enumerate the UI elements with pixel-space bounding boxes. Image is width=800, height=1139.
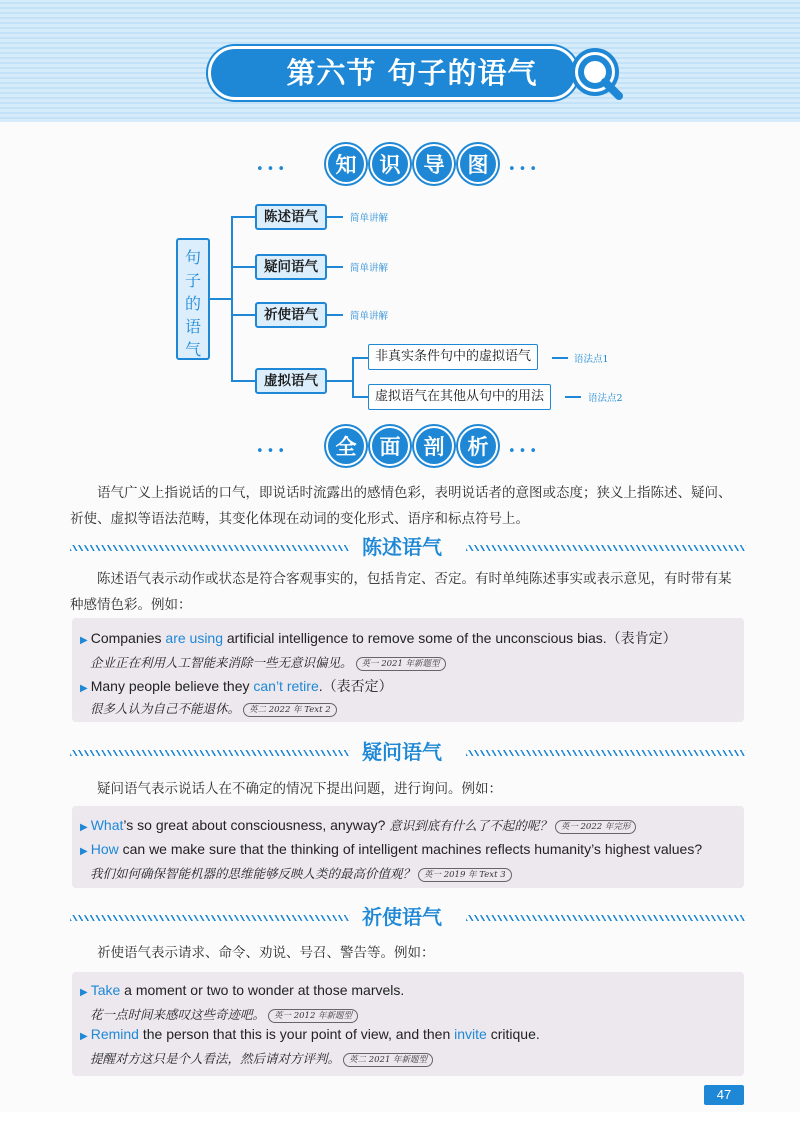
triangle-bullet-icon: ▶ xyxy=(80,846,88,857)
section-description: 陈述语气表示动作或状态是符合客观事实的，包括肯定、否定。有时单纯陈述事实或表示意见，有时带有某种感情色彩。例如： xyxy=(70,571,732,613)
banner-char: 导 xyxy=(414,144,454,184)
heading-hatch xyxy=(70,545,350,551)
banner-char: 面 xyxy=(370,426,410,466)
mindmap-subnode: 虚拟语气在其他从句中的用法 xyxy=(368,384,551,410)
example-cn xyxy=(90,699,337,717)
source-badge: 英一 2022 年完形 xyxy=(555,820,637,834)
section-description: 祈使语气表示请求、命令、劝说、号召、警告等。例如： xyxy=(97,945,435,961)
example-cn xyxy=(90,653,446,671)
connector xyxy=(565,396,581,398)
mindmap-note: 语法点1 xyxy=(574,354,609,365)
example-box xyxy=(72,806,744,888)
example-text: Companies xyxy=(90,630,166,646)
section-heading-label: 疑问语气 xyxy=(362,740,442,764)
connector xyxy=(352,396,368,398)
example-highlight: How xyxy=(90,841,119,857)
connector xyxy=(327,266,343,268)
mindmap-node: 祈使语气 xyxy=(255,302,327,328)
mindmap-note: 简单讲解 xyxy=(350,263,389,274)
page-bottom-margin xyxy=(0,1112,800,1139)
example-text: critique. xyxy=(486,1026,540,1042)
mindmap-note: 简单讲解 xyxy=(350,213,389,224)
banner-dots-right: ••• xyxy=(508,444,541,459)
heading-hatch xyxy=(466,915,746,921)
example-text: ’s so great about consciousness, anyway? xyxy=(123,817,386,833)
example-text: . xyxy=(318,678,323,694)
banner-dots-left: ••• xyxy=(256,444,289,459)
example-cn xyxy=(90,864,512,882)
mindmap-node: 陈述语气 xyxy=(255,204,327,230)
heading-hatch xyxy=(70,750,350,756)
page-number: 47 xyxy=(704,1085,744,1105)
example-highlight: can’t retire xyxy=(253,678,319,694)
example-translation: 企业正在利用人工智能来消除一些无意识偏见。 xyxy=(90,655,353,670)
section-heading-label: 祈使语气 xyxy=(362,905,442,929)
banner-dots-right: ••• xyxy=(508,162,541,177)
section-heading-label: 陈述语气 xyxy=(362,535,442,559)
section-description: 疑问语气表示说话人在不确定的情况下提出问题，进行询问。例如： xyxy=(97,781,502,797)
example-cn xyxy=(90,1005,358,1023)
example-translation: 提醒对方这只是个人看法，然后请对方评判。 xyxy=(90,1051,341,1066)
example-en xyxy=(80,1026,540,1042)
heading-hatch xyxy=(466,545,746,551)
connector xyxy=(231,216,233,381)
triangle-bullet-icon: ▶ xyxy=(80,683,88,694)
mindmap-node: 疑问语气 xyxy=(255,254,327,280)
connector xyxy=(231,216,255,218)
triangle-bullet-icon: ▶ xyxy=(80,822,88,833)
example-en xyxy=(80,841,702,857)
example-box xyxy=(72,972,744,1076)
example-text: a moment or two to wonder at those marvels. xyxy=(120,982,405,998)
banner-char: 识 xyxy=(370,144,410,184)
example-text: the person that this is your point of view, and then xyxy=(138,1026,455,1042)
connector xyxy=(352,357,354,398)
connector xyxy=(231,380,255,382)
mindmap-node: 虚拟语气 xyxy=(255,368,327,394)
mindmap-subnode: 非真实条件句中的虚拟语气 xyxy=(368,344,538,370)
connector xyxy=(327,380,353,382)
example-translation: 我们如何确保智能机器的思维能够反映人类的最高价值观？ xyxy=(90,866,416,881)
example-translation: 花一点时间来感叹这些奇迹吧。 xyxy=(90,1007,266,1022)
connector xyxy=(231,266,255,268)
mindmap-root xyxy=(176,238,210,360)
source-badge: 英二 2021 年新题型 xyxy=(343,1053,433,1067)
example-en xyxy=(80,628,677,648)
source-badge: 英一 2021 年新题型 xyxy=(356,657,446,671)
banner-char: 图 xyxy=(458,144,498,184)
example-en xyxy=(80,982,404,998)
example-cn xyxy=(90,1049,433,1067)
root-char: 的 xyxy=(184,294,201,313)
section-title: 第六节 句子的语气 xyxy=(286,56,538,90)
example-box xyxy=(72,618,744,722)
banner-char: 析 xyxy=(458,426,498,466)
heading-hatch xyxy=(466,750,746,756)
triangle-bullet-icon: ▶ xyxy=(80,987,88,998)
mindmap-note: 语法点2 xyxy=(588,393,623,404)
example-highlight: invite xyxy=(454,1026,487,1042)
intro-paragraph: 语气广义上指说话的口气，即说话时流露出的感情色彩，表明说话者的意图或态度；狭义上指陈述、疑问、祈使、虚拟等语法范畴，其变化体现在动词的变化形式、语序和标点符号上。 xyxy=(70,485,732,527)
example-translation: 意识到底有什么了不起的呢？ xyxy=(389,818,552,833)
source-badge: 英一 2012 年新题型 xyxy=(268,1009,358,1023)
section-heading xyxy=(70,737,750,767)
example-translation: 很多人认为自己不能退休。 xyxy=(90,701,241,716)
banner-char: 全 xyxy=(326,426,366,466)
example-text: Many people believe they xyxy=(90,678,254,694)
source-badge: 英一 2019 年 Text 3 xyxy=(418,868,512,882)
root-char: 子 xyxy=(184,271,201,290)
connector xyxy=(327,216,343,218)
section-heading xyxy=(70,902,750,932)
triangle-bullet-icon: ▶ xyxy=(80,1031,88,1042)
example-en xyxy=(80,676,393,696)
source-badge: 英二 2022 年 Text 2 xyxy=(243,703,337,717)
example-en xyxy=(80,816,636,834)
connector xyxy=(231,314,255,316)
banner-full-analysis xyxy=(0,426,800,476)
example-text: artificial intelligence to remove some of the unconscious bias. xyxy=(223,630,607,646)
example-highlight: are using xyxy=(165,630,223,646)
banner-knowledge-map xyxy=(0,144,800,194)
banner-char: 剖 xyxy=(414,426,454,466)
banner-dots-left: ••• xyxy=(256,162,289,177)
mindmap-note: 简单讲解 xyxy=(350,311,389,322)
magnifier-icon xyxy=(567,44,627,104)
connector xyxy=(352,357,368,359)
example-highlight: Remind xyxy=(90,1026,139,1042)
connector xyxy=(327,314,343,316)
section-heading xyxy=(70,532,750,562)
example-tag: （表肯定） xyxy=(606,630,677,646)
example-tag: （表否定） xyxy=(322,678,393,694)
triangle-bullet-icon: ▶ xyxy=(80,635,88,646)
root-char: 句 xyxy=(184,248,201,267)
root-char: 语 xyxy=(184,317,201,336)
connector xyxy=(210,298,232,300)
example-highlight: What xyxy=(90,817,124,833)
banner-char: 知 xyxy=(326,144,366,184)
connector xyxy=(552,357,568,359)
heading-hatch xyxy=(70,915,350,921)
example-text: can we make sure that the thinking of intelligent machines reflects humanity’s highest values? xyxy=(118,841,703,857)
example-highlight: Take xyxy=(90,982,121,998)
root-char: 气 xyxy=(184,340,201,359)
